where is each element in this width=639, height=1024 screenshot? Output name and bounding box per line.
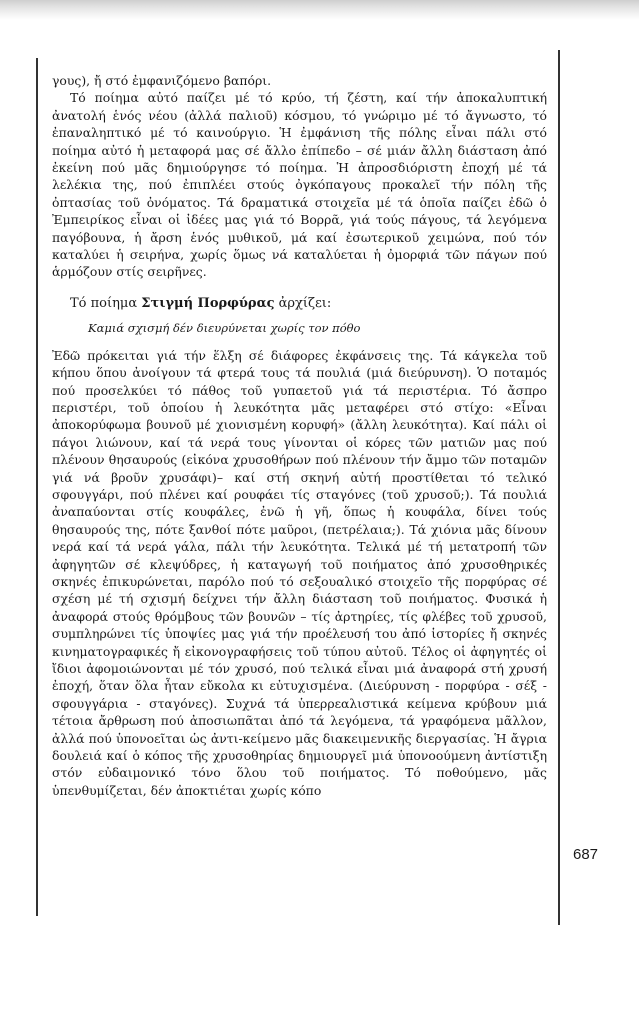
left-margin-rule	[36, 58, 38, 916]
poem-intro-prefix: Τό ποίημα	[70, 295, 142, 311]
poem-title: Στιγμή Πορφύρας	[141, 295, 275, 311]
paragraph-continuation: γους), ἤ στό ἐμφανιζόμενο βαπόρι.	[52, 73, 272, 88]
poem-intro	[52, 295, 547, 312]
right-margin-rule	[558, 50, 560, 925]
scan-top-shadow	[0, 0, 639, 20]
paragraph-interpretation: Ἐδῶ πρόκειται γιά τήν ἕλξη σέ διάφορες ἐκφάνσεις της. Τά κάγκελα τοῦ κήπου ὅπου ἀνοίγουν τά φτερά τους τά πουλιά (μιά διεύρυνση). Ὁ ποταμός πού προσελκύει τό πάθος τοῦ γυπαετοῦ γιά τά περιστέρια. Τό ἄσπρο περιστέρι, τοῦ ὁποίου ἡ λευκότητα μᾶς μεταφέρει στό στίχο: «Εἶναι ἀποκορύφωμα βουνοῦ μέ χιονισμένη κορυφή» (ἄλλη λευκότητα). Καί πάλι οἱ πάγοι λιώνουν, καί τά νερά τους γίνονται οἱ κόρες τῶν ματιῶν μας πού πλένουν θησαυρούς (εἰκόνα χρυσοθήρων πού πλένουν τήν ἄμμο τῶν ποταμῶν γιά νά βροῦν χρυσάφι)– καί στή σκηνή αὐτή προστίθεται τό τελικό σφουγγάρι, πού πλένει καί ρουφάει τίς σταγόνες (τοῦ χρυσοῦ;). Τά πουλιά ἀναπαύονται στίς κουφάλες, ἐνῶ ἡ γῆ, ὅπως ἡ κουφάλα, δίνει τούς θησαυρούς της, πότε ξανθοί πότε μαῦροι, (πετρέλαια;). Τά χιόνια μᾶς δίνουν νερά καί τά νερά γάλα, πάλι τήν λευκότητα. Τελικά μέ τή μετατροπή τῶν ἀφηγητῶν σέ κλεψύδρες, ἡ καταγωγή τοῦ ποιήματος ἀπό χρυσοθηρικές σκηνές ἐπικυρώνεται, παρόλο πού τό σεξουαλικό στοιχεῖο τῆς πορφύρας σέ σχέση μέ τή σχισμή δείχνει τήν ἄλλη διάσταση τοῦ ποιήματος. Φυσικά ἡ ἀναφορά στούς θρόμβους τῶν βουνῶν – τίς ἀρτηρίες, τίς φλέβες τοῦ χρυσοῦ, συμπληρώνει τίς ὑποψίες μας γιά τήν προέλευσή του ἀπό ἱστορίες ἤ σκηνές κινηματογραφικές ἤ εἰκονογραφήσεις τοῦ τύπου αὐτοῦ. Τέλος οἱ ἀφηγητές οἱ ἴδιοι ἀφομοιώνονται μέ τόν χρυσό, πού τελικά εἶναι μιά ἀναφορά στή χρυσή ἐποχή, ὅταν ὅλα ἦταν εὔκολα κι εὐτυχισμένα. (Διεύρυνση - πορφύρα - σέξ - σφουγγάρια - σταγόνες). Συχνά τά ὑπερρεαλιστικά κείμενα κρύβουν μιά τέτοια ἄρθρωση πού ἀποσιωπᾶται ἀπό τά λεγόμενα, τά γραφόμενα μᾶλλον, ἀλλά πού ὑπονοεῖται ὡς ἀντι-κείμενο μᾶς διακειμενικῆς διεργασίας. Ἡ ἄγρια δουλειά καί ὁ κόπος τῆς χρυσοθηρίας δημιουργεῖ μιά ὑπονοούμενη ἀντίστιξη στόν εὐδαιμονικό τόνο ὅλου τοῦ ποιήματος. Τό ποθούμενο, μᾶς ὑπενθυμίζεται, δέν ἀποκτιέται χωρίς κόπο	[52, 347, 547, 798]
page-body	[52, 72, 547, 799]
poem-quote: Καμιά σχισμή δέν διευρύνεται χωρίς τον πόθο	[88, 321, 361, 336]
poem-intro-suffix: ἀρχίζει:	[274, 295, 332, 311]
page-number: 687	[573, 846, 599, 863]
paragraph-poem-analysis: Τό ποίημα αὐτό παίζει μέ τό κρύο, τή ζέστη, καί τήν ἀποκαλυπτική ἀνατολή ἑνός νέου (ἀλλά παλιοῦ) κόσμου, τό γνώριμο μέ τό ἄγνωστο, τό ἐπαναληπτικό μέ τό καινούργιο. Ἡ ἐμφάνιση τῆς πόλης εἶναι πάλι στό ποίημα αὐτό ἡ μεταφορά μας σέ ἄλλο ἐπίπεδο – σέ μιάν ἄλλη διάσταση ἀπό ἐκείνη πού μᾶς δημιούργησε τό ποίημα. Ἡ ἀπροσδιόριστη ἐποχή μέ τά λελέκια της, πού ἐπιπλέει στούς ὀγκόπαγους προκαλεῖ τήν πόλη τῆς ὀπτασίας τοῦ ὀνόματος. Τά δραματικά στοιχεῖα μέ τά ὁποῖα παίζει ἐδῶ ὁ Ἐμπειρίκος εἶναι οἱ ἰδέες μας γιά τό Βορρᾶ, γιά τούς πάγους, τά λεγόμενα παγόβουνα, ἡ ἄρση ἑνός μυθικοῦ, μά καί ἐσωτερικοῦ χειμώνα, πού τόν καταλύει ἡ σειρήνα, χωρίς ὅμως νά καταλύεται ἡ ὀμορφιά τῶν πάγων πού ἁρμόζουν στίς σειρῆνες.	[52, 90, 547, 280]
